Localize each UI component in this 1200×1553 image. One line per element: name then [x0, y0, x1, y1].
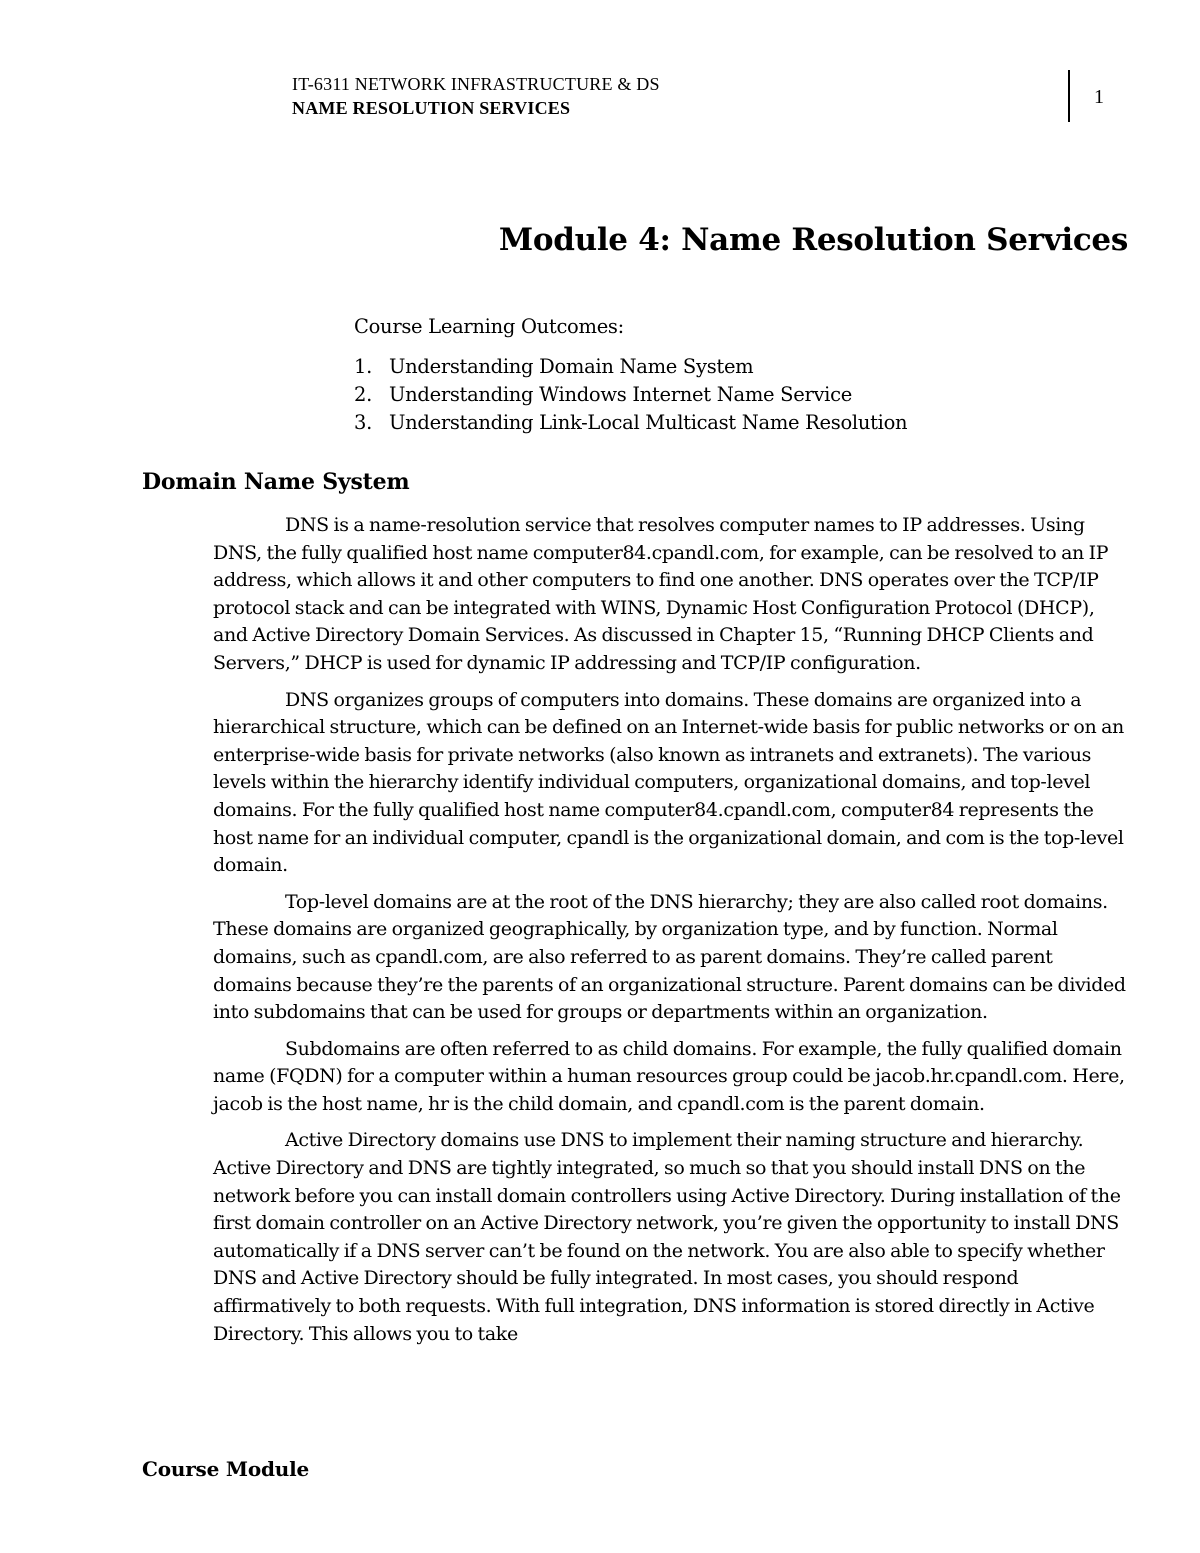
outcomes-heading: Course Learning Outcomes:	[354, 315, 624, 338]
list-item-text: Understanding Windows Internet Name Service	[389, 383, 852, 406]
list-item-number: 3.	[354, 411, 373, 434]
list-item-number: 2.	[354, 383, 373, 406]
page-title: Module 4: Name Resolution Services	[498, 222, 1128, 258]
list-item	[354, 381, 1134, 409]
list-item	[354, 353, 1134, 381]
list-item	[354, 409, 1134, 437]
paragraph: DNS organizes groups of computers into domains. These domains are organized into a hierarchical structure, which can be defined on an Internet-wide basis for public networks or on an enterprise-wide basis for private networks (also known as intranets and extranets). The various levels within the hierarchy identify individual computers, organizational domains, and top-level domains. For the fully qualified host name computer84.cpandl.com, computer84 represents the host name for an individual computer, cpandl is the organizational domain, and com is the top-level domain.	[213, 688, 1124, 877]
header-module-title: NAME RESOLUTION SERVICES	[292, 98, 571, 118]
paragraph: Subdomains are often referred to as child domains. For example, the fully qualified domain name (FQDN) for a computer within a human resources group could be jacob.hr.cpandl.com. Here, jacob is the host name, hr is the child domain, and cpandl.com is the parent domain.	[213, 1037, 1125, 1115]
running-header	[292, 72, 1052, 120]
list-item-number: 1.	[354, 355, 373, 378]
footer-label: Course Module	[142, 1457, 310, 1481]
paragraph: Active Directory domains use DNS to implement their naming structure and hierarchy. Active Directory and DNS are tightly integrated, so much so that you should install DNS on the network before you can install domain controllers using Active Directory. During installation of the first domain controller on an Active Directory network, you’re given the opportunity to install DNS automatically if a DNS server can’t be found on the network. You are also able to specify whether DNS and Active Directory should be fully integrated. In most cases, you should respond affirmatively to both requests. With full integration, DNS information is stored directly in Active Directory. This allows you to take	[213, 1129, 1121, 1345]
body-text	[213, 512, 1133, 1357]
page-number: 1	[1094, 86, 1104, 108]
paragraph: DNS is a name-resolution service that resolves computer names to IP addresses. Using DNS, the fully qualified host name computer84.cpandl.com, for example, can be resolved to an IP address, which allows it and other computers to find one another. DNS operates over the TCP/IP protocol stack and can be integrated with WINS, Dynamic Host Configuration Protocol (DHCP), and Active Directory Domain Services. As discussed in Chapter 15, “Running DHCP Clients and Servers,” DHCP is used for dynamic IP addressing and TCP/IP configuration.	[213, 514, 1109, 674]
list-item-text: Understanding Domain Name System	[389, 355, 754, 378]
section-heading: Domain Name System	[142, 469, 410, 495]
outcomes-list	[354, 353, 1134, 437]
learning-outcomes	[354, 313, 1134, 437]
header-course-code: IT-6311 NETWORK INFRASTRUCTURE & DS	[292, 74, 660, 94]
paragraph: Top-level domains are at the root of the DNS hierarchy; they are also called root domains. These domains are organized geographically, by organization type, and by function. Normal domains, such as cpandl.com, are also referred to as parent domains. They’re called parent domains because they’re the parents of an organizational structure. Parent domains can be divided into subdomains that can be used for groups or departments within an organization.	[213, 890, 1126, 1024]
list-item-text: Understanding Link-Local Multicast Name Resolution	[389, 411, 908, 434]
header-divider	[1068, 70, 1070, 122]
